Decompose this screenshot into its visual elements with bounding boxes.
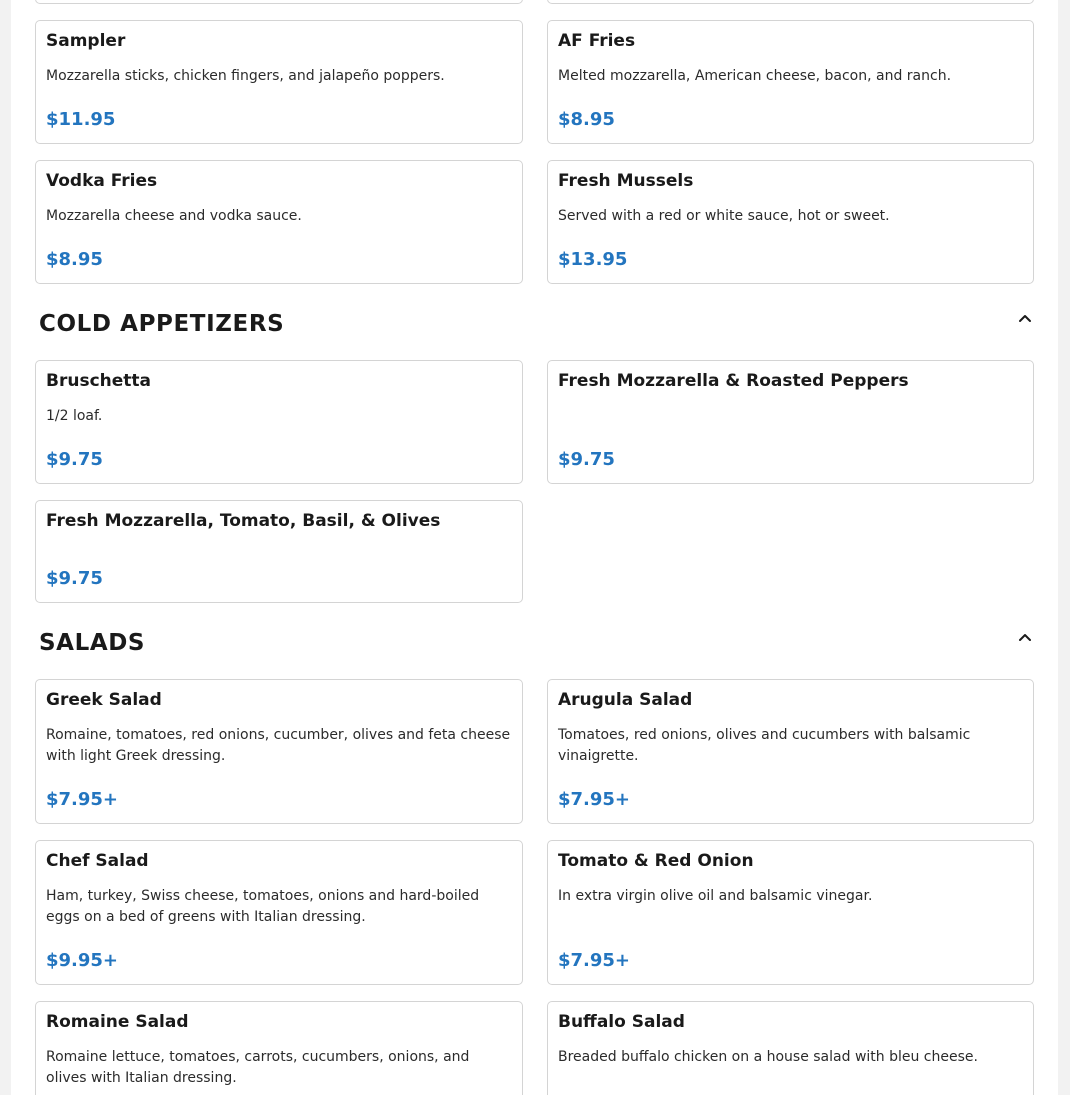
item-price: $7.95+	[558, 789, 631, 810]
menu-item-card[interactable]	[35, 160, 523, 284]
menu-item-card[interactable]	[547, 679, 1034, 824]
menu-item-card[interactable]	[547, 360, 1034, 484]
item-description: Romaine lettuce, tomatoes, carrots, cucumbers, onions, and olives with Italian dressing.	[46, 1049, 470, 1086]
item-name: Sampler	[46, 31, 126, 51]
chevron-up-icon[interactable]	[1016, 309, 1034, 327]
item-price: $13.95	[558, 249, 628, 270]
section-title-salads: SALADS	[39, 630, 146, 656]
menu-page	[11, 0, 1058, 1095]
item-description: Breaded buffalo chicken on a house salad with bleu cheese.	[558, 1049, 978, 1065]
item-name: Vodka Fries	[46, 171, 158, 191]
item-price: $9.75	[46, 568, 103, 589]
item-description: Tomatoes, red onions, olives and cucumbers with balsamic vinaigrette.	[558, 727, 971, 764]
item-price: $8.95	[46, 249, 103, 270]
item-description: Mozzarella sticks, chicken fingers, and jalapeño poppers.	[46, 68, 445, 84]
item-price: $7.95+	[46, 789, 119, 810]
menu-item-card[interactable]	[35, 500, 523, 603]
item-name: Fresh Mussels	[558, 171, 694, 191]
item-name: Arugula Salad	[558, 690, 693, 710]
menu-item-card[interactable]	[35, 840, 523, 985]
item-price: $7.95+	[558, 950, 631, 971]
item-price: $8.95	[558, 109, 615, 130]
item-description: Ham, turkey, Swiss cheese, tomatoes, onions and hard-boiled eggs on a bed of greens with Italian dressing.	[46, 888, 480, 925]
menu-item-card[interactable]	[547, 840, 1034, 985]
item-name: Fresh Mozzarella, Tomato, Basil, & Olives	[46, 511, 441, 531]
menu-item-card[interactable]	[547, 20, 1034, 144]
item-description: Romaine, tomatoes, red onions, cucumber, olives and feta cheese with light Greek dressing.	[46, 727, 511, 764]
item-name: Buffalo Salad	[558, 1012, 685, 1032]
menu-item-card[interactable]	[547, 160, 1034, 284]
item-price: $9.75	[46, 449, 103, 470]
menu-item-card[interactable]	[35, 1001, 523, 1095]
menu-item-card[interactable]	[35, 20, 523, 144]
chevron-up-icon[interactable]	[1016, 628, 1034, 646]
item-name: Bruschetta	[46, 371, 151, 391]
item-description: Served with a red or white sauce, hot or sweet.	[558, 208, 890, 224]
item-description: Mozzarella cheese and vodka sauce.	[46, 208, 302, 224]
item-name: Tomato & Red Onion	[558, 851, 754, 871]
item-name: Fresh Mozzarella & Roasted Peppers	[558, 371, 909, 391]
item-description: Melted mozzarella, American cheese, bacon, and ranch.	[558, 68, 952, 84]
item-name: Romaine Salad	[46, 1012, 189, 1032]
menu-item-card-partial[interactable]	[547, 0, 1034, 4]
item-description: 1/2 loaf.	[46, 408, 103, 424]
item-description: In extra virgin olive oil and balsamic vinegar.	[558, 888, 873, 904]
item-name: Chef Salad	[46, 851, 149, 871]
menu-item-card[interactable]	[35, 679, 523, 824]
menu-item-card[interactable]	[547, 1001, 1034, 1095]
item-price: $9.75	[558, 449, 615, 470]
item-name: AF Fries	[558, 31, 636, 51]
section-title-cold-appetizers: COLD APPETIZERS	[39, 311, 285, 337]
item-price: $11.95	[46, 109, 116, 130]
item-name: Greek Salad	[46, 690, 162, 710]
menu-item-card-partial[interactable]	[35, 0, 523, 4]
menu-item-card[interactable]	[35, 360, 523, 484]
item-price: $9.95+	[46, 950, 119, 971]
